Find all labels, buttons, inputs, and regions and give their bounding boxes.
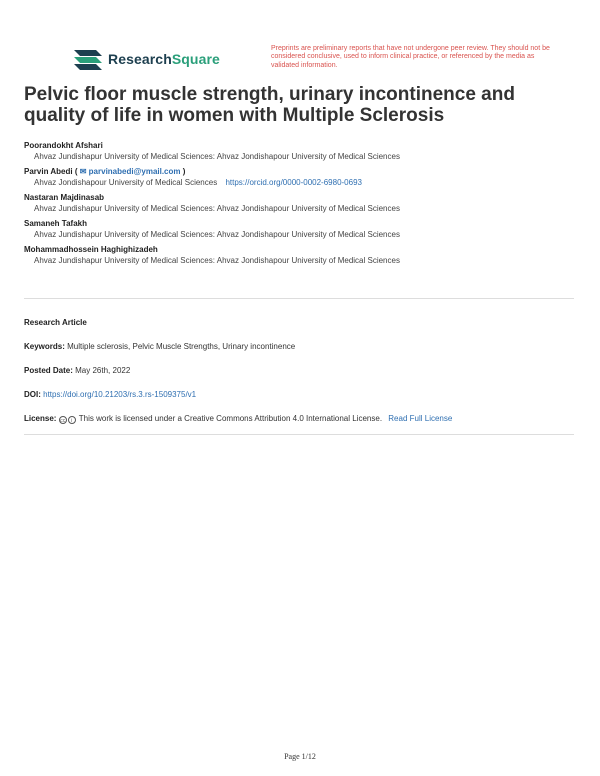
divider (24, 298, 574, 299)
author-affiliation: Ahvaz Jundishapur University of Medical Sciences: Ahvaz Jondishapour University of Medical Sciences (34, 230, 400, 239)
author-entry (24, 192, 584, 214)
author-affiliation: Ahvaz Jundishapur University of Medical Sciences: Ahvaz Jondishapour University of Medical Sciences (34, 256, 400, 265)
keywords-row (24, 342, 295, 351)
author-name: Poorandokht Afshari (24, 141, 103, 150)
author-entry (24, 244, 584, 266)
paper-title: Pelvic floor muscle strength, urinary incontinence and quality of life in women with Multiple Sclerosis (24, 84, 515, 126)
brand-name (108, 51, 220, 67)
brand-name-part1: Research (108, 51, 172, 67)
posted-date-label: Posted Date: (24, 366, 73, 375)
attribution-icon: i (68, 416, 76, 424)
author-list (24, 140, 584, 270)
keywords-label: Keywords: (24, 342, 65, 351)
page-number: Page 1/12 (284, 752, 316, 761)
author-entry (24, 166, 584, 188)
divider (24, 434, 574, 435)
doi-link[interactable]: https://doi.org/10.21203/rs.3.rs-1509375/v1 (43, 390, 197, 399)
brand-name-part2: Square (171, 51, 220, 67)
author-entry (24, 218, 584, 240)
license-label: License: (24, 414, 57, 423)
author-affiliation: Ahvaz Jundishapur University of Medical Sciences: Ahvaz Jondishapour University of Medical Sciences (34, 152, 400, 161)
author-affiliation: Ahvaz Jondishapour University of Medical Sciences (34, 178, 218, 187)
read-full-license-link[interactable]: Read Full License (388, 414, 453, 423)
orcid-link[interactable]: https://orcid.org/0000-0002-6980-0693 (225, 178, 362, 187)
author-name: Nastaran Majdinasab (24, 193, 105, 202)
email-close-paren: ) (180, 167, 186, 176)
posted-date-value: May 26th, 2022 (75, 366, 131, 375)
author-name: Samaneh Tafakh (24, 219, 87, 228)
posted-date-row (24, 366, 130, 375)
preprint-disclaimer: Preprints are preliminary reports that have not undergone peer review. They should not be considered conclusive, used to inform clinical practice, or referenced by the media as validated information. (271, 45, 550, 69)
license-text: This work is licensed under a Creative Commons Attribution 4.0 International License. (78, 414, 383, 423)
envelope-icon: ✉ (79, 167, 87, 176)
doi-row (24, 390, 196, 399)
author-name: Parvin Abedi (24, 167, 73, 176)
doi-label: DOI: (24, 390, 41, 399)
email-open-paren: ( (74, 167, 80, 176)
author-affiliation: Ahvaz Jundishapur University of Medical Sciences: Ahvaz Jondishapour University of Medical Sciences (34, 204, 400, 213)
author-email-link[interactable]: parvinabedi@ymail.com (88, 167, 181, 176)
article-type: Research Article (24, 318, 87, 327)
creative-commons-icon: cc (60, 418, 66, 424)
research-square-logo-icon (74, 46, 104, 72)
license-row (24, 414, 452, 424)
author-entry (24, 140, 584, 162)
author-name: Mohammadhossein Haghighizadeh (24, 245, 158, 254)
keywords-value: Multiple sclerosis, Pelvic Muscle Strengths, Urinary incontinence (67, 342, 296, 351)
